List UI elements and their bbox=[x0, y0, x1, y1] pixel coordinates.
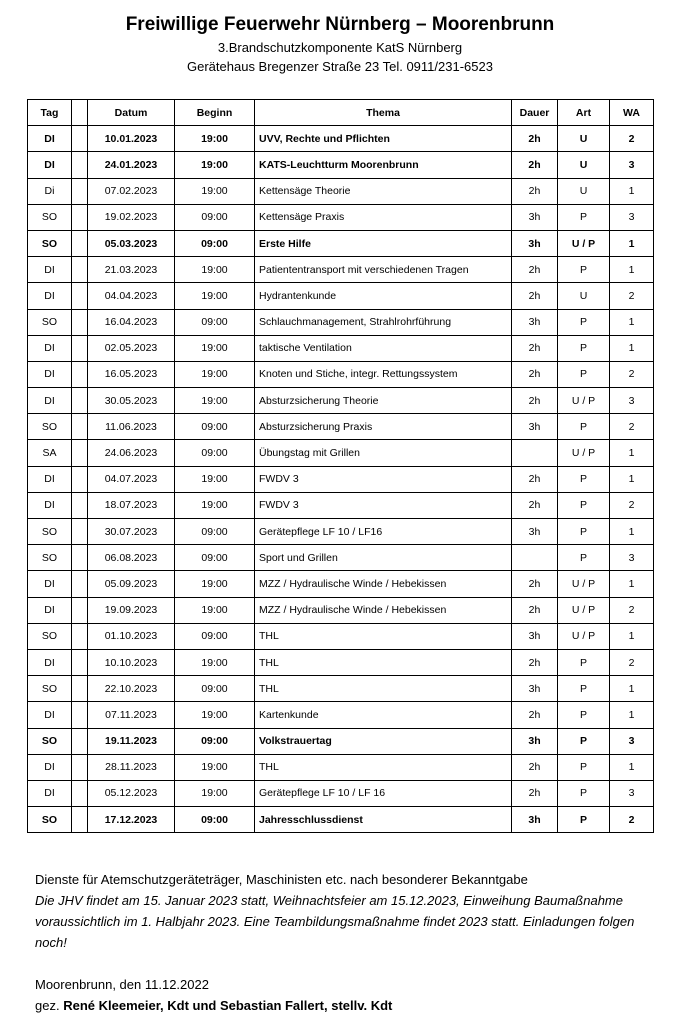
cell-tag: DI bbox=[28, 492, 72, 518]
cell-thema: Knoten und Stiche, integr. Rettungssystem bbox=[255, 361, 512, 387]
cell-thema: Sport und Grillen bbox=[255, 545, 512, 571]
cell-art: P bbox=[558, 309, 610, 335]
cell-wa: 1 bbox=[610, 178, 654, 204]
cell-beginn: 09:00 bbox=[175, 414, 255, 440]
cell-thema: THL bbox=[255, 676, 512, 702]
table-row bbox=[28, 571, 654, 597]
cell-blank bbox=[72, 230, 88, 256]
schedule-table-body bbox=[28, 126, 654, 833]
cell-tag: SO bbox=[28, 807, 72, 833]
cell-beginn: 09:00 bbox=[175, 728, 255, 754]
cell-dauer: 3h bbox=[512, 676, 558, 702]
cell-datum: 04.07.2023 bbox=[88, 466, 175, 492]
cell-art: U / P bbox=[558, 388, 610, 414]
cell-datum: 07.02.2023 bbox=[88, 178, 175, 204]
cell-dauer: 3h bbox=[512, 309, 558, 335]
cell-datum: 16.04.2023 bbox=[88, 309, 175, 335]
cell-datum: 19.02.2023 bbox=[88, 204, 175, 230]
table-row bbox=[28, 440, 654, 466]
cell-tag: SA bbox=[28, 440, 72, 466]
cell-dauer: 3h bbox=[512, 728, 558, 754]
cell-thema: Kartenkunde bbox=[255, 702, 512, 728]
cell-blank bbox=[72, 388, 88, 414]
cell-dauer: 2h bbox=[512, 257, 558, 283]
cell-art: P bbox=[558, 257, 610, 283]
table-row bbox=[28, 519, 654, 545]
cell-beginn: 19:00 bbox=[175, 649, 255, 675]
cell-thema: Kettensäge Theorie bbox=[255, 178, 512, 204]
table-row bbox=[28, 702, 654, 728]
table-row bbox=[28, 414, 654, 440]
cell-dauer: 3h bbox=[512, 414, 558, 440]
cell-wa: 3 bbox=[610, 780, 654, 806]
table-row bbox=[28, 597, 654, 623]
cell-dauer bbox=[512, 440, 558, 466]
cell-tag: DI bbox=[28, 257, 72, 283]
cell-art: U / P bbox=[558, 440, 610, 466]
header-wa: WA bbox=[610, 100, 654, 126]
cell-thema: Schlauchmanagement, Strahlrohrführung bbox=[255, 309, 512, 335]
cell-beginn: 09:00 bbox=[175, 204, 255, 230]
cell-blank bbox=[72, 414, 88, 440]
cell-dauer: 3h bbox=[512, 204, 558, 230]
cell-art: P bbox=[558, 807, 610, 833]
table-row bbox=[28, 309, 654, 335]
cell-wa: 1 bbox=[610, 309, 654, 335]
cell-thema: FWDV 3 bbox=[255, 466, 512, 492]
cell-blank bbox=[72, 440, 88, 466]
cell-datum: 28.11.2023 bbox=[88, 754, 175, 780]
cell-beginn: 09:00 bbox=[175, 676, 255, 702]
document-title: Freiwillige Feuerwehr Nürnberg – Moorenbrunn bbox=[125, 14, 555, 35]
cell-beginn: 19:00 bbox=[175, 126, 255, 152]
header-blank bbox=[72, 100, 88, 126]
cell-art: U bbox=[558, 178, 610, 204]
cell-dauer: 2h bbox=[512, 152, 558, 178]
cell-wa: 2 bbox=[610, 283, 654, 309]
cell-tag: DI bbox=[28, 283, 72, 309]
cell-art: P bbox=[558, 414, 610, 440]
document-subtitle-address: Gerätehaus Bregenzer Straße 23 Tel. 0911/231-6523 bbox=[187, 59, 493, 74]
cell-wa: 2 bbox=[610, 649, 654, 675]
cell-thema: THL bbox=[255, 754, 512, 780]
cell-dauer: 2h bbox=[512, 702, 558, 728]
cell-blank bbox=[72, 204, 88, 230]
cell-blank bbox=[72, 571, 88, 597]
table-row bbox=[28, 780, 654, 806]
cell-blank bbox=[72, 702, 88, 728]
cell-art: P bbox=[558, 519, 610, 545]
cell-datum: 30.05.2023 bbox=[88, 388, 175, 414]
cell-datum: 05.09.2023 bbox=[88, 571, 175, 597]
cell-blank bbox=[72, 257, 88, 283]
cell-dauer: 2h bbox=[512, 754, 558, 780]
cell-tag: DI bbox=[28, 649, 72, 675]
cell-dauer: 2h bbox=[512, 649, 558, 675]
cell-art: P bbox=[558, 754, 610, 780]
cell-art: P bbox=[558, 649, 610, 675]
cell-art: P bbox=[558, 702, 610, 728]
table-row bbox=[28, 492, 654, 518]
cell-art: U / P bbox=[558, 597, 610, 623]
cell-wa: 2 bbox=[610, 807, 654, 833]
cell-blank bbox=[72, 283, 88, 309]
cell-art: U bbox=[558, 283, 610, 309]
cell-datum: 22.10.2023 bbox=[88, 676, 175, 702]
cell-wa: 2 bbox=[610, 126, 654, 152]
cell-thema: Gerätepflege LF 10 / LF 16 bbox=[255, 780, 512, 806]
cell-thema: Übungstag mit Grillen bbox=[255, 440, 512, 466]
cell-thema: Erste Hilfe bbox=[255, 230, 512, 256]
document-footer bbox=[35, 869, 655, 1016]
cell-blank bbox=[72, 676, 88, 702]
cell-tag: SO bbox=[28, 728, 72, 754]
cell-thema: FWDV 3 bbox=[255, 492, 512, 518]
table-header-row bbox=[28, 100, 654, 126]
cell-art: P bbox=[558, 335, 610, 361]
footer-signature bbox=[35, 995, 655, 1016]
document-subtitle-unit: 3.Brandschutzkomponente KatS Nürnberg bbox=[217, 40, 463, 55]
cell-blank bbox=[72, 728, 88, 754]
table-row bbox=[28, 807, 654, 833]
cell-art: P bbox=[558, 780, 610, 806]
cell-tag: SO bbox=[28, 623, 72, 649]
cell-datum: 19.09.2023 bbox=[88, 597, 175, 623]
cell-blank bbox=[72, 545, 88, 571]
cell-dauer: 3h bbox=[512, 519, 558, 545]
cell-wa: 1 bbox=[610, 754, 654, 780]
cell-tag: Di bbox=[28, 178, 72, 204]
cell-datum: 21.03.2023 bbox=[88, 257, 175, 283]
cell-thema: Gerätepflege LF 10 / LF16 bbox=[255, 519, 512, 545]
footer-italic-note: Die JHV findet am 15. Januar 2023 statt, Weihnachtsfeier am 15.12.2023, Einweihung Baumaßnahme voraussichtlich im 1. Halbjahr 2023. Eine Teambildungsmaßnahme findet 2023 statt. Einladungen folgen noch! bbox=[35, 893, 635, 950]
cell-datum: 06.08.2023 bbox=[88, 545, 175, 571]
cell-beginn: 09:00 bbox=[175, 545, 255, 571]
cell-beginn: 09:00 bbox=[175, 440, 255, 466]
cell-thema: Volkstrauertag bbox=[255, 728, 512, 754]
cell-wa: 1 bbox=[610, 466, 654, 492]
cell-tag: SO bbox=[28, 309, 72, 335]
cell-thema: THL bbox=[255, 623, 512, 649]
cell-art: U bbox=[558, 126, 610, 152]
table-row bbox=[28, 152, 654, 178]
table-row bbox=[28, 649, 654, 675]
cell-tag: DI bbox=[28, 571, 72, 597]
cell-datum: 01.10.2023 bbox=[88, 623, 175, 649]
cell-dauer: 3h bbox=[512, 230, 558, 256]
table-row bbox=[28, 283, 654, 309]
cell-dauer: 2h bbox=[512, 361, 558, 387]
cell-tag: DI bbox=[28, 126, 72, 152]
signature-names: René Kleemeier, Kdt und Sebastian Fallert, stellv. Kdt bbox=[63, 998, 393, 1013]
cell-blank bbox=[72, 519, 88, 545]
cell-dauer: 2h bbox=[512, 283, 558, 309]
cell-datum: 10.01.2023 bbox=[88, 126, 175, 152]
cell-tag: SO bbox=[28, 676, 72, 702]
cell-dauer: 2h bbox=[512, 597, 558, 623]
cell-datum: 24.01.2023 bbox=[88, 152, 175, 178]
cell-blank bbox=[72, 335, 88, 361]
cell-beginn: 19:00 bbox=[175, 178, 255, 204]
cell-wa: 1 bbox=[610, 230, 654, 256]
cell-blank bbox=[72, 466, 88, 492]
cell-blank bbox=[72, 597, 88, 623]
cell-tag: SO bbox=[28, 414, 72, 440]
header-beginn: Beginn bbox=[175, 100, 255, 126]
cell-thema: Absturzsicherung Praxis bbox=[255, 414, 512, 440]
document-header bbox=[0, 12, 680, 76]
cell-datum: 24.06.2023 bbox=[88, 440, 175, 466]
table-row bbox=[28, 754, 654, 780]
cell-thema: Hydrantenkunde bbox=[255, 283, 512, 309]
table-row bbox=[28, 178, 654, 204]
cell-datum: 02.05.2023 bbox=[88, 335, 175, 361]
cell-wa: 3 bbox=[610, 204, 654, 230]
cell-beginn: 19:00 bbox=[175, 257, 255, 283]
cell-art: U / P bbox=[558, 623, 610, 649]
table-row bbox=[28, 623, 654, 649]
cell-beginn: 19:00 bbox=[175, 361, 255, 387]
cell-dauer: 2h bbox=[512, 571, 558, 597]
header-art: Art bbox=[558, 100, 610, 126]
table-row bbox=[28, 545, 654, 571]
cell-blank bbox=[72, 649, 88, 675]
cell-blank bbox=[72, 178, 88, 204]
cell-thema: MZZ / Hydraulische Winde / Hebekissen bbox=[255, 571, 512, 597]
cell-tag: DI bbox=[28, 361, 72, 387]
cell-wa: 1 bbox=[610, 519, 654, 545]
table-row bbox=[28, 388, 654, 414]
cell-tag: SO bbox=[28, 519, 72, 545]
cell-beginn: 19:00 bbox=[175, 283, 255, 309]
footer-note: Dienste für Atemschutzgeräteträger, Maschinisten etc. nach besonderer Bekanntgabe bbox=[35, 872, 528, 887]
cell-tag: DI bbox=[28, 335, 72, 361]
cell-thema: taktische Ventilation bbox=[255, 335, 512, 361]
table-row bbox=[28, 676, 654, 702]
cell-dauer: 2h bbox=[512, 780, 558, 806]
cell-dauer: 2h bbox=[512, 126, 558, 152]
cell-wa: 1 bbox=[610, 571, 654, 597]
table-row bbox=[28, 728, 654, 754]
cell-datum: 30.07.2023 bbox=[88, 519, 175, 545]
cell-thema: MZZ / Hydraulische Winde / Hebekissen bbox=[255, 597, 512, 623]
cell-beginn: 19:00 bbox=[175, 152, 255, 178]
cell-tag: DI bbox=[28, 780, 72, 806]
cell-blank bbox=[72, 361, 88, 387]
table-row bbox=[28, 335, 654, 361]
cell-blank bbox=[72, 492, 88, 518]
cell-beginn: 09:00 bbox=[175, 623, 255, 649]
cell-thema: Jahresschlussdienst bbox=[255, 807, 512, 833]
signature-prefix: gez. bbox=[35, 998, 60, 1013]
cell-beginn: 19:00 bbox=[175, 492, 255, 518]
cell-dauer: 2h bbox=[512, 388, 558, 414]
cell-dauer: 2h bbox=[512, 178, 558, 204]
schedule-table bbox=[27, 99, 654, 833]
cell-art: P bbox=[558, 361, 610, 387]
cell-wa: 2 bbox=[610, 361, 654, 387]
cell-thema: Absturzsicherung Theorie bbox=[255, 388, 512, 414]
cell-blank bbox=[72, 807, 88, 833]
cell-datum: 19.11.2023 bbox=[88, 728, 175, 754]
cell-blank bbox=[72, 152, 88, 178]
table-row bbox=[28, 126, 654, 152]
cell-wa: 1 bbox=[610, 676, 654, 702]
cell-datum: 05.12.2023 bbox=[88, 780, 175, 806]
cell-beginn: 09:00 bbox=[175, 807, 255, 833]
cell-datum: 10.10.2023 bbox=[88, 649, 175, 675]
cell-dauer: 3h bbox=[512, 807, 558, 833]
cell-wa: 2 bbox=[610, 414, 654, 440]
cell-art: U bbox=[558, 152, 610, 178]
cell-tag: DI bbox=[28, 466, 72, 492]
cell-wa: 3 bbox=[610, 388, 654, 414]
cell-art: P bbox=[558, 728, 610, 754]
cell-art: P bbox=[558, 676, 610, 702]
cell-wa: 1 bbox=[610, 335, 654, 361]
cell-dauer: 2h bbox=[512, 335, 558, 361]
cell-wa: 1 bbox=[610, 702, 654, 728]
cell-tag: SO bbox=[28, 230, 72, 256]
cell-beginn: 19:00 bbox=[175, 597, 255, 623]
cell-dauer: 3h bbox=[512, 623, 558, 649]
table-row bbox=[28, 466, 654, 492]
cell-datum: 07.11.2023 bbox=[88, 702, 175, 728]
footer-place-date: Moorenbrunn, den 11.12.2022 bbox=[35, 977, 209, 992]
cell-thema: THL bbox=[255, 649, 512, 675]
cell-beginn: 19:00 bbox=[175, 702, 255, 728]
cell-wa: 3 bbox=[610, 152, 654, 178]
cell-wa: 1 bbox=[610, 440, 654, 466]
cell-wa: 3 bbox=[610, 545, 654, 571]
cell-datum: 18.07.2023 bbox=[88, 492, 175, 518]
cell-beginn: 19:00 bbox=[175, 754, 255, 780]
cell-wa: 1 bbox=[610, 257, 654, 283]
cell-beginn: 09:00 bbox=[175, 230, 255, 256]
cell-beginn: 19:00 bbox=[175, 780, 255, 806]
cell-tag: DI bbox=[28, 702, 72, 728]
cell-tag: SO bbox=[28, 204, 72, 230]
header-datum: Datum bbox=[88, 100, 175, 126]
cell-blank bbox=[72, 126, 88, 152]
cell-beginn: 19:00 bbox=[175, 335, 255, 361]
cell-wa: 2 bbox=[610, 492, 654, 518]
cell-blank bbox=[72, 309, 88, 335]
cell-art: P bbox=[558, 466, 610, 492]
cell-dauer: 2h bbox=[512, 492, 558, 518]
cell-beginn: 19:00 bbox=[175, 388, 255, 414]
cell-beginn: 19:00 bbox=[175, 466, 255, 492]
table-row bbox=[28, 230, 654, 256]
cell-datum: 17.12.2023 bbox=[88, 807, 175, 833]
cell-beginn: 09:00 bbox=[175, 309, 255, 335]
cell-beginn: 09:00 bbox=[175, 519, 255, 545]
cell-beginn: 19:00 bbox=[175, 571, 255, 597]
cell-dauer: 2h bbox=[512, 466, 558, 492]
cell-datum: 16.05.2023 bbox=[88, 361, 175, 387]
cell-thema: KATS-Leuchtturm Moorenbrunn bbox=[255, 152, 512, 178]
cell-datum: 05.03.2023 bbox=[88, 230, 175, 256]
cell-blank bbox=[72, 623, 88, 649]
cell-art: U / P bbox=[558, 230, 610, 256]
cell-art: U / P bbox=[558, 571, 610, 597]
cell-thema: Kettensäge Praxis bbox=[255, 204, 512, 230]
cell-tag: DI bbox=[28, 754, 72, 780]
cell-tag: SO bbox=[28, 545, 72, 571]
cell-wa: 2 bbox=[610, 597, 654, 623]
cell-art: P bbox=[558, 492, 610, 518]
cell-art: P bbox=[558, 204, 610, 230]
cell-datum: 04.04.2023 bbox=[88, 283, 175, 309]
cell-tag: DI bbox=[28, 152, 72, 178]
cell-art: P bbox=[558, 545, 610, 571]
cell-dauer bbox=[512, 545, 558, 571]
cell-thema: Patiententransport mit verschiedenen Tragen bbox=[255, 257, 512, 283]
cell-tag: DI bbox=[28, 388, 72, 414]
table-row bbox=[28, 361, 654, 387]
cell-wa: 3 bbox=[610, 728, 654, 754]
header-dauer: Dauer bbox=[512, 100, 558, 126]
cell-thema: UVV, Rechte und Pflichten bbox=[255, 126, 512, 152]
cell-wa: 1 bbox=[610, 623, 654, 649]
cell-blank bbox=[72, 754, 88, 780]
table-row bbox=[28, 204, 654, 230]
cell-datum: 11.06.2023 bbox=[88, 414, 175, 440]
header-tag: Tag bbox=[28, 100, 72, 126]
header-thema: Thema bbox=[255, 100, 512, 126]
cell-tag: DI bbox=[28, 597, 72, 623]
cell-blank bbox=[72, 780, 88, 806]
table-row bbox=[28, 257, 654, 283]
